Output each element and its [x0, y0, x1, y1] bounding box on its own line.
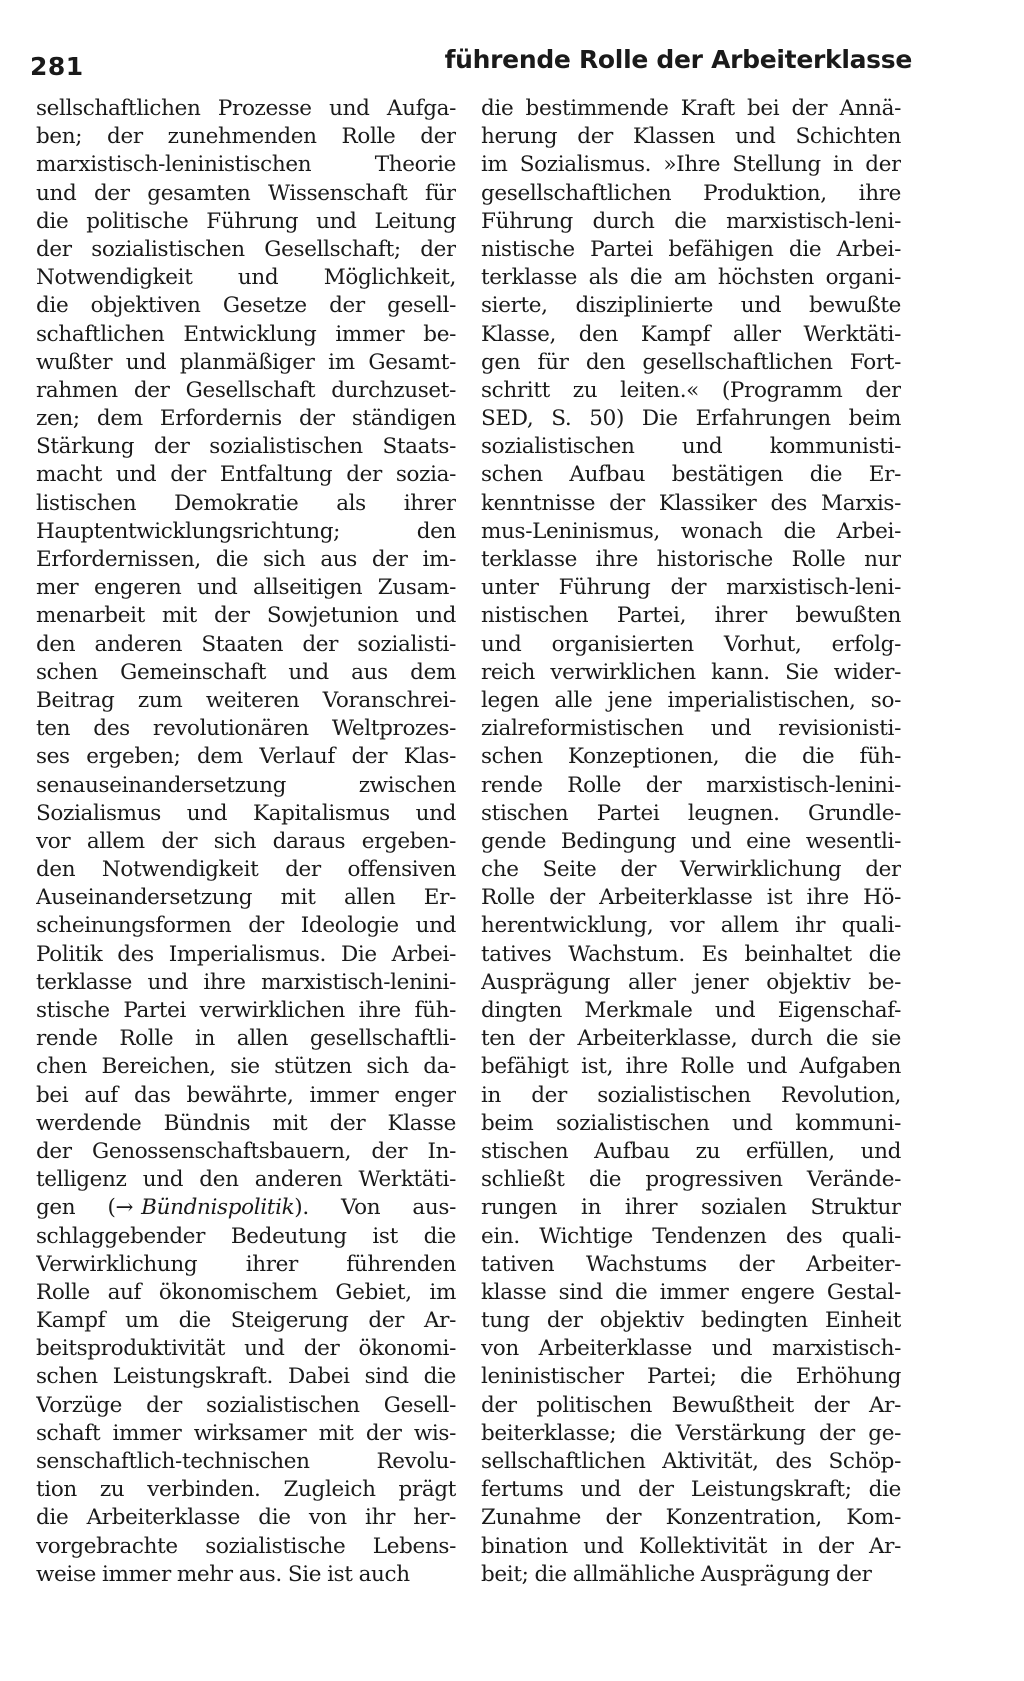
text-line: in der sozialistischen Revolution,	[481, 1082, 901, 1108]
text-line: tung der objektiv bedingten Einheit	[481, 1308, 901, 1334]
text-line: stische Partei verwirklichen ihre füh-	[36, 998, 456, 1023]
text-line: Klasse, den Kampf aller Werktäti-	[481, 321, 901, 347]
text-line: befähigt ist, ihre Rolle und Aufgaben	[481, 1054, 901, 1080]
text-line: schließt die progressiven Verände-	[481, 1167, 901, 1193]
text-line: gesellschaftlichen Produktion, ihre	[481, 180, 901, 206]
text-line: Führung durch die marxistisch-leni-	[481, 208, 901, 234]
text-line: im Sozialismus. »Ihre Stellung in der	[481, 152, 901, 178]
text-line: stischen Partei leugnen. Grundle-	[481, 800, 901, 826]
text-line: und organisierten Vorhut, erfolg-	[481, 631, 901, 657]
text-line: den anderen Staaten der sozialisti-	[36, 631, 456, 657]
text-line: ses ergeben; dem Verlauf der Klas-	[36, 744, 456, 770]
text-line: legen alle jene imperialistischen, so-	[481, 687, 901, 713]
text-line: fertums und der Leistungskraft; die	[481, 1477, 901, 1503]
text-line: terklasse und ihre marxistisch-lenini-	[36, 969, 456, 995]
text-line-crossref	[36, 1194, 456, 1222]
text-line: senschaftlich-technischen Revolu-	[36, 1449, 456, 1474]
text-line: Auseinandersetzung mit allen Er-	[36, 885, 456, 911]
text-line: Erfordernissen, die sich aus der im-	[36, 547, 456, 572]
text-line: schritt zu leiten.« (Programm der	[481, 377, 901, 403]
text-line: wußter und planmäßiger im Gesamt-	[36, 349, 456, 375]
text-line: die objektiven Gesetze der gesell-	[36, 293, 456, 319]
text-line: der politischen Bewußtheit der Ar-	[481, 1392, 901, 1418]
text-line: Politik des Imperialismus. Die Arbei-	[36, 941, 456, 967]
text-line: mer engeren und allseitigen Zusam-	[36, 575, 456, 601]
text-line: kenntnisse der Klassiker des Marxis-	[481, 490, 901, 516]
text-line: sozialistischen und kommunisti-	[481, 434, 901, 460]
text-line: Zunahme der Konzentration, Kom-	[481, 1505, 901, 1531]
text-line: Hauptentwicklungsrichtung; den	[36, 518, 456, 544]
right-column	[481, 95, 901, 1589]
text-line: schen Aufbau bestätigen die Er-	[481, 462, 901, 488]
text-line: schen Konzeptionen, die die füh-	[481, 744, 901, 770]
text-line: rende Rolle der marxistisch-lenini-	[481, 772, 901, 798]
text-line: Verwirklichung ihrer führenden	[36, 1251, 456, 1277]
text-line: vorgebrachte sozialistische Lebens-	[36, 1533, 456, 1559]
text-line: terklasse als die am höchsten organi-	[481, 265, 901, 291]
crossref-arrow-icon[interactable]: →	[115, 1195, 134, 1221]
text-line: stischen Aufbau zu erfüllen, und	[481, 1138, 901, 1164]
text-line: vor allem der sich daraus ergeben-	[36, 828, 456, 854]
text-line: Sozialismus und Kapitalismus und	[36, 800, 456, 826]
text-line: zialreformistischen und revisionisti-	[481, 716, 901, 742]
text-line: gen für den gesellschaftlichen Fort-	[481, 349, 901, 375]
text-line: schaft immer wirksamer mit der wis-	[36, 1420, 456, 1446]
text-line: der sozialistischen Gesellschaft; der	[36, 236, 456, 262]
text-line: reich verwirklichen kann. Sie wider-	[481, 659, 901, 685]
text-line: Beitrag zum weiteren Voranschrei-	[36, 687, 456, 713]
text-line: herentwicklung, vor allem ihr quali-	[481, 913, 901, 939]
text-line: sierte, disziplinierte und bewußte	[481, 293, 901, 319]
text-line: chen Bereichen, sie stützen sich da-	[36, 1054, 456, 1080]
text-line: SED, S. 50) Die Erfahrungen beim	[481, 406, 901, 432]
text-line: von Arbeiterklasse und marxistisch-	[481, 1336, 901, 1362]
text-line: telligenz und den anderen Werktäti-	[36, 1167, 456, 1193]
text-line: sellschaftlichen Prozesse und Aufga-	[36, 96, 456, 121]
text-line: Vorzüge der sozialistischen Gesell-	[36, 1392, 456, 1418]
text-line: beitsproduktivität und der ökonomi-	[36, 1336, 456, 1362]
text-line: rungen in ihrer sozialen Struktur	[481, 1195, 901, 1221]
text-line: den Notwendigkeit der offensiven	[36, 857, 456, 883]
text-line: beiterklasse; die Verstärkung der ge-	[481, 1420, 901, 1446]
text-line: die politische Führung und Leitung	[36, 208, 456, 234]
text-line: sellschaftlichen Aktivität, des Schöp-	[481, 1449, 901, 1474]
text-line: herung der Klassen und Schichten	[481, 124, 901, 150]
text-line: schlaggebender Bedeutung ist die	[36, 1223, 456, 1249]
text-line: che Seite der Verwirklichung der	[481, 857, 901, 883]
text-line: scheinungsformen der Ideologie und	[36, 913, 456, 939]
text-line: der Genossenschaftsbauern, der In-	[36, 1138, 456, 1164]
text-line: terklasse ihre historische Rolle nur	[481, 547, 901, 572]
left-column	[36, 95, 456, 1589]
text-line: Rolle auf ökonomischem Gebiet, im	[36, 1279, 456, 1305]
text-line: bination und Kollektivität in der Ar-	[481, 1533, 901, 1559]
text-line: ten des revolutionären Weltprozes-	[36, 716, 456, 742]
text-line: beit; die allmähliche Ausprägung der	[481, 1561, 872, 1587]
text-line: macht und der Entfaltung der sozia-	[36, 462, 456, 488]
text-line: senauseinandersetzung zwischen	[36, 772, 456, 798]
text-line: weise immer mehr aus. Sie ist auch	[36, 1561, 410, 1587]
text-line: mus-Leninismus, wonach die Arbei-	[481, 518, 901, 544]
text-line: gende Bedingung und eine wesentli-	[481, 828, 901, 854]
text-line: schaftlichen Entwicklung immer be-	[36, 321, 456, 347]
text-line: ein. Wichtige Tendenzen des quali-	[481, 1223, 901, 1249]
text-line: die Arbeiterklasse die von ihr her-	[36, 1505, 456, 1531]
text-line: leninistischer Partei; die Erhöhung	[481, 1364, 901, 1390]
text-line: tatives Wachstum. Es beinhaltet die	[481, 941, 901, 967]
page-number: 281	[30, 52, 84, 81]
text-line: unter Führung der marxistisch-leni-	[481, 575, 901, 601]
text-line: rende Rolle in allen gesellschaftli-	[36, 1026, 456, 1052]
text-line: tativen Wachstums der Arbeiter-	[481, 1251, 901, 1277]
text-line: ten der Arbeiterklasse, durch die sie	[481, 1026, 901, 1052]
text-line: listischen Demokratie als ihrer	[36, 490, 456, 516]
crossref-term[interactable]: Bündnispolitik	[141, 1195, 295, 1221]
text-line: rahmen der Gesellschaft durchzuset-	[36, 377, 456, 403]
text-line: zen; dem Erfordernis der ständigen	[36, 406, 456, 432]
text-line: schen Gemeinschaft und aus dem	[36, 659, 456, 685]
text-line: werdende Bündnis mit der Klasse	[36, 1110, 456, 1136]
text-line: Notwendigkeit und Möglichkeit,	[36, 265, 456, 291]
text-line: menarbeit mit der Sowjetunion und	[36, 603, 456, 629]
crossref-prefix: gen (	[36, 1195, 116, 1221]
text-line: Stärkung der sozialistischen Staats-	[36, 434, 456, 460]
text-line: bei auf das bewährte, immer enger	[36, 1082, 456, 1108]
text-line: marxistisch-leninistischen Theorie	[36, 152, 456, 178]
text-line: dingten Merkmale und Eigenschaf-	[481, 998, 901, 1023]
text-line: nistische Partei befähigen die Arbei-	[481, 236, 901, 262]
text-line: und der gesamten Wissenschaft für	[36, 180, 456, 206]
running-title: führende Rolle der Arbeiterklasse	[444, 45, 912, 74]
text-line: Ausprägung aller jener objektiv be-	[481, 969, 901, 995]
text-line: Kampf um die Steigerung der Ar-	[36, 1308, 456, 1334]
text-line: die bestimmende Kraft bei der Annä-	[481, 96, 901, 121]
text-line: klasse sind die immer engere Gestal-	[481, 1279, 901, 1305]
text-line: schen Leistungskraft. Dabei sind die	[36, 1364, 456, 1390]
text-line: tion zu verbinden. Zugleich prägt	[36, 1477, 456, 1503]
text-line: nistischen Partei, ihrer bewußten	[481, 603, 901, 629]
text-line: beim sozialistischen und kommuni-	[481, 1110, 901, 1136]
crossref-suffix: ). Von aus-	[294, 1195, 456, 1221]
text-line: ben; der zunehmenden Rolle der	[36, 124, 456, 150]
text-line: Rolle der Arbeiterklasse ist ihre Hö-	[481, 885, 901, 911]
